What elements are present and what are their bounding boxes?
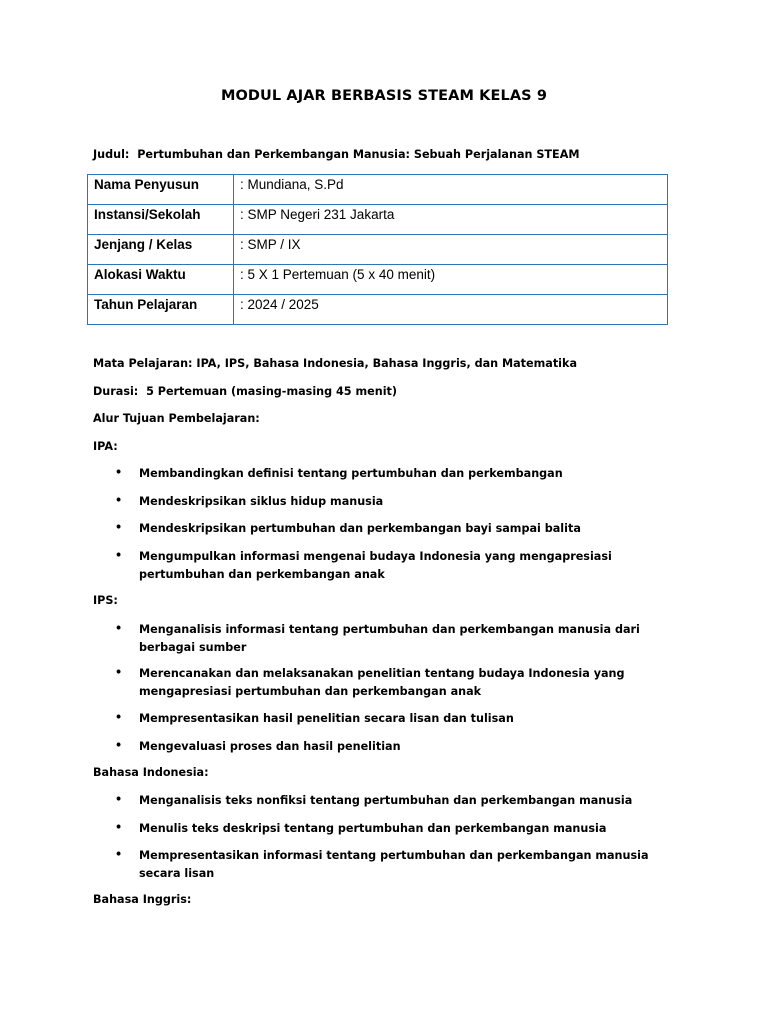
bullet-icon: • <box>115 521 123 534</box>
list-item: Mendeskripsikan siklus hidup manusia <box>139 495 384 508</box>
table-key-cell: Tahun Pelajaran <box>88 295 234 325</box>
list-item: Mendeskripsikan pertumbuhan dan perkembangan bayi sampai balita <box>139 522 581 535</box>
durasi-line: Durasi: 5 Pertemuan (masing-masing 45 menit) <box>93 385 397 398</box>
table-key-cell: Jenjang / Kelas <box>88 235 234 265</box>
table-row <box>88 295 668 325</box>
list-item: Menganalisis informasi tentang pertumbuhan dan perkembangan manusia dari berbagai sumber <box>139 623 640 654</box>
list-item: Mempresentasikan informasi tentang pertumbuhan dan perkembangan manusia secara lisan <box>139 849 649 880</box>
bullet-icon: • <box>115 549 123 562</box>
table-row <box>88 175 668 205</box>
bullet-icon: • <box>115 466 123 479</box>
list-item: Menganalisis teks nonfiksi tentang pertumbuhan dan perkembangan manusia <box>139 794 633 807</box>
table-key-cell: Alokasi Waktu <box>88 265 234 295</box>
table-value-cell: : 2024 / 2025 <box>234 295 668 325</box>
document-title: MODUL AJAR BERBASIS STEAM KELAS 9 <box>220 88 548 104</box>
section-heading-bahasa-indonesia: Bahasa Indonesia: <box>93 766 209 779</box>
bullet-icon: • <box>115 622 123 635</box>
table-key-cell: Instansi/Sekolah <box>88 205 234 235</box>
list-item: Merencanakan dan melaksanakan penelitian tentang budaya Indonesia yang mengapresiasi pertumbuhan dan perkembangan anak <box>139 667 625 698</box>
list-item: Menulis teks deskripsi tentang pertumbuhan dan perkembangan manusia <box>139 822 607 835</box>
bullet-icon: • <box>115 739 123 752</box>
table-row <box>88 205 668 235</box>
list-item: Membandingkan definisi tentang pertumbuhan dan perkembangan <box>139 467 563 480</box>
table-row <box>88 235 668 265</box>
table-value-cell: : SMP / IX <box>234 235 668 265</box>
bullet-icon: • <box>115 711 123 724</box>
bullet-icon: • <box>115 494 123 507</box>
table-value-cell: : Mundiana, S.Pd <box>234 175 668 205</box>
bullet-icon: • <box>115 821 123 834</box>
table-value-cell: : 5 X 1 Pertemuan (5 x 40 menit) <box>234 265 668 295</box>
judul-line: Judul: Pertumbuhan dan Perkembangan Manusia: Sebuah Perjalanan STEAM <box>93 148 580 161</box>
table-row <box>88 265 668 295</box>
section-heading-ipa: IPA: <box>93 440 118 453</box>
table-key-cell: Nama Penyusun <box>88 175 234 205</box>
section-heading-ips: IPS: <box>93 594 118 607</box>
table-value-cell: : SMP Negeri 231 Jakarta <box>234 205 668 235</box>
alur-heading: Alur Tujuan Pembelajaran: <box>93 412 260 425</box>
list-item: Mempresentasikan hasil penelitian secara lisan dan tulisan <box>139 712 514 725</box>
section-heading-bahasa-inggris: Bahasa Inggris: <box>93 893 192 906</box>
list-item: Mengevaluasi proses dan hasil penelitian <box>139 740 401 753</box>
bullet-icon: • <box>115 793 123 806</box>
bullet-icon: • <box>115 666 123 679</box>
mata-pelajaran-line: Mata Pelajaran: IPA, IPS, Bahasa Indonesia, Bahasa Inggris, dan Matematika <box>93 357 578 370</box>
bullet-icon: • <box>115 848 123 861</box>
info-table <box>87 174 668 325</box>
list-item: Mengumpulkan informasi mengenai budaya Indonesia yang mengapresiasi pertumbuhan dan perkembangan anak <box>139 550 612 581</box>
